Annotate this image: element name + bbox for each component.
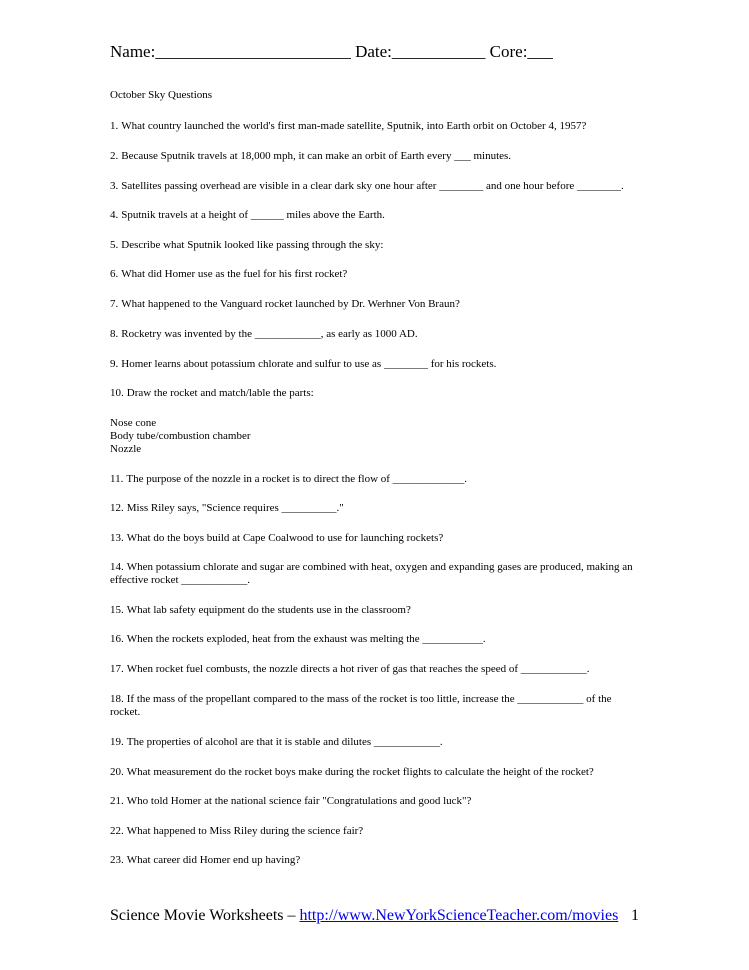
question-1: 1. What country launched the world's first man-made satellite, Sputnik, into Earth orbit on October 4, 1957? — [110, 120, 587, 132]
worksheet-header — [110, 42, 553, 62]
question-18: 18. If the mass of the propellant compared to the mass of the rocket is too little, increase the ____________ of the rocket. — [110, 693, 612, 718]
question-15: 15. What lab safety equipment do the students use in the classroom? — [110, 604, 411, 616]
page-number: 1 — [631, 907, 639, 924]
question-12: 12. Miss Riley says, "Science requires __________." — [110, 502, 344, 514]
footer-text: Science Movie Worksheets – — [110, 907, 300, 924]
name-field-label: Name:_______________________ — [110, 42, 351, 61]
question-22: 22. What happened to Miss Riley during the science fair? — [110, 825, 364, 837]
rocket-part: Body tube/combustion chamber — [110, 430, 251, 442]
question-5: 5. Describe what Sputnik looked like passing through the sky: — [110, 239, 384, 251]
rocket-parts-list — [110, 417, 251, 456]
question-13: 13. What do the boys build at Cape Coalwood to use for launching rockets? — [110, 532, 444, 544]
footer-link[interactable]: http://www.NewYorkScienceTeacher.com/movies — [299, 907, 619, 924]
question-10: 10. Draw the rocket and match/lable the parts: — [110, 387, 314, 399]
question-3: 3. Satellites passing overhead are visible in a clear dark sky one hour after ________ and one hour before ________. — [110, 180, 624, 192]
core-field-label: Core:___ — [489, 42, 553, 61]
question-8: 8. Rocketry was invented by the ____________, as early as 1000 AD. — [110, 328, 418, 340]
rocket-part: Nose cone — [110, 417, 157, 429]
question-17: 17. When rocket fuel combusts, the nozzle directs a hot river of gas that reaches the speed of ____________. — [110, 663, 590, 675]
question-9: 9. Homer learns about potassium chlorate and sulfur to use as ________ for his rockets. — [110, 358, 497, 370]
question-4: 4. Sputnik travels at a height of ______ miles above the Earth. — [110, 209, 385, 221]
question-16: 16. When the rockets exploded, heat from the exhaust was melting the ___________. — [110, 633, 486, 645]
question-20: 20. What measurement do the rocket boys make during the rocket flights to calculate the height of the rocket? — [110, 766, 594, 778]
question-23: 23. What career did Homer end up having? — [110, 854, 301, 866]
page-footer — [110, 907, 618, 925]
worksheet-title: October Sky Questions — [110, 89, 213, 101]
question-2: 2. Because Sputnik travels at 18,000 mph, it can make an orbit of Earth every ___ minutes. — [110, 150, 512, 162]
date-field-label: Date:___________ — [355, 42, 486, 61]
question-19: 19. The properties of alcohol are that it is stable and dilutes ____________. — [110, 736, 443, 748]
question-11: 11. The purpose of the nozzle in a rocket is to direct the flow of _____________. — [110, 473, 467, 485]
question-7: 7. What happened to the Vanguard rocket launched by Dr. Werhner Von Braun? — [110, 298, 460, 310]
question-21: 21. Who told Homer at the national science fair "Congratulations and good luck"? — [110, 795, 472, 807]
question-14: 14. When potassium chlorate and sugar are combined with heat, oxygen and expanding gases are produced, making an effective rocket ____________. — [110, 561, 633, 586]
rocket-part: Nozzle — [110, 443, 142, 455]
question-6: 6. What did Homer use as the fuel for his first rocket? — [110, 268, 348, 280]
